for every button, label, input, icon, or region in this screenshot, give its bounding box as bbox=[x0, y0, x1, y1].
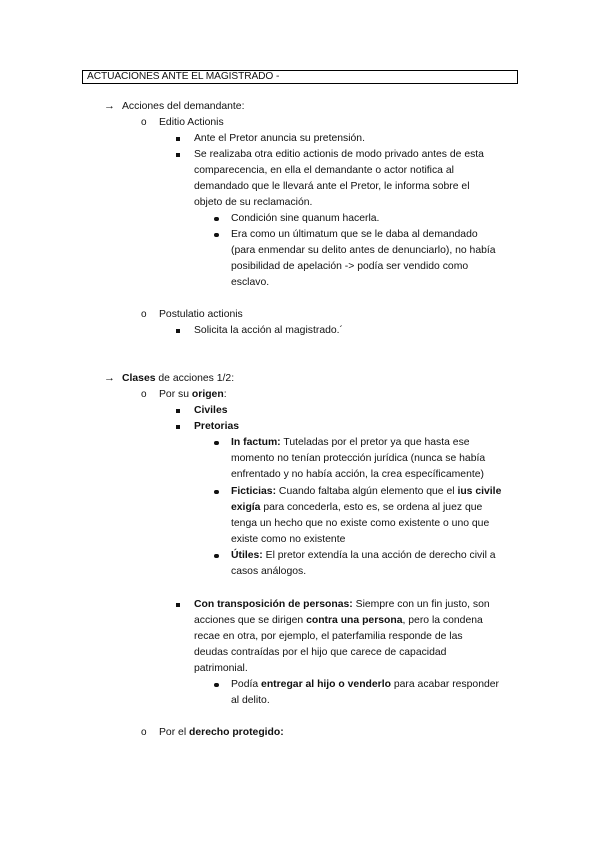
list-item: Solicita la acción al magistrado.´ bbox=[194, 325, 344, 336]
bold-text: In factum: bbox=[231, 437, 281, 448]
dot-bullet-icon bbox=[214, 677, 219, 693]
bold-text: Civiles bbox=[194, 405, 228, 416]
list-item: Se realizaba otra editio actionis de modo privado antes de esta bbox=[194, 149, 484, 160]
list-item-continuation: deudas contraídas por el hijo que carece de capacidad bbox=[194, 647, 447, 658]
heading-bold-text: Clases bbox=[122, 373, 156, 384]
bold-text: ius civile bbox=[457, 486, 502, 497]
subsection-label: Postulatio actionis bbox=[159, 309, 243, 320]
text-run: Por su bbox=[159, 389, 192, 400]
text-run: para concederla, esto es, se ordena al juez que bbox=[260, 502, 483, 513]
arrow-bullet-icon: → bbox=[104, 100, 115, 112]
list-item bbox=[194, 419, 239, 435]
list-item-continuation: casos análogos. bbox=[231, 566, 307, 577]
bold-text: derecho protegido: bbox=[189, 727, 284, 738]
text-run: Siempre con un fin justo, son bbox=[352, 599, 490, 610]
square-bullet-icon bbox=[176, 597, 180, 613]
list-item bbox=[231, 435, 470, 451]
square-bullet-icon bbox=[176, 131, 180, 147]
list-item bbox=[231, 548, 496, 564]
list-item-continuation: recae en otra, por ejemplo, el paterfamilia responde de las bbox=[194, 631, 463, 642]
text-run: , pero la condena bbox=[402, 615, 483, 626]
dot-bullet-icon bbox=[214, 435, 219, 451]
list-item: Ante el Pretor anuncia su pretensión. bbox=[194, 133, 365, 144]
heading-text: de acciones 1/2: bbox=[155, 373, 235, 384]
bold-text: origen bbox=[191, 389, 224, 400]
list-item-continuation: existe como no existente bbox=[231, 534, 346, 545]
list-item bbox=[231, 484, 501, 500]
dot-bullet-icon bbox=[214, 227, 219, 243]
list-item: Era como un últimatum que se le daba al demandado bbox=[231, 229, 478, 240]
subsection-label bbox=[159, 387, 227, 403]
subsection-label bbox=[159, 725, 284, 741]
bold-text: entregar al hijo o venderlo bbox=[261, 679, 391, 690]
dot-bullet-icon bbox=[214, 211, 219, 227]
list-item bbox=[194, 597, 490, 613]
bold-text: Útiles: bbox=[231, 550, 263, 561]
list-item: Condición sine quanum hacerla. bbox=[231, 213, 380, 224]
bold-text: Pretorias bbox=[194, 421, 240, 432]
circle-bullet-icon: o bbox=[141, 117, 147, 128]
list-item bbox=[231, 677, 499, 693]
section-heading: Acciones del demandante: bbox=[122, 101, 245, 112]
list-item-continuation: patrimonial. bbox=[194, 663, 248, 674]
arrow-bullet-icon: → bbox=[104, 372, 115, 384]
square-bullet-icon bbox=[176, 323, 180, 339]
bold-text: exigía bbox=[231, 502, 261, 513]
list-item bbox=[194, 403, 228, 419]
list-item-continuation: esclavo. bbox=[231, 277, 270, 288]
list-item-continuation: momento no tenían protección jurídica (nunca se había bbox=[231, 453, 486, 464]
bold-text: Con transposición de personas: bbox=[194, 599, 353, 610]
list-item-continuation: tenga un hecho que no existe como existente o uno que bbox=[231, 518, 490, 529]
list-item-continuation bbox=[194, 613, 483, 629]
bold-text: contra una persona bbox=[306, 615, 403, 626]
square-bullet-icon bbox=[176, 419, 180, 435]
text-run: Podía bbox=[231, 679, 262, 690]
list-item-continuation: objeto de su reclamación. bbox=[194, 197, 313, 208]
bold-text: Ficticias: bbox=[231, 486, 277, 497]
circle-bullet-icon: o bbox=[141, 389, 147, 400]
text-run: Cuando faltaba algún elemento que el bbox=[276, 486, 458, 497]
circle-bullet-icon: o bbox=[141, 727, 147, 738]
text-run: El pretor extendía la una acción de derecho civil a bbox=[262, 550, 496, 561]
list-item-continuation: enfrentado y no había acción, la crea específicamente) bbox=[231, 469, 484, 480]
list-item-continuation: demandado que le llevará ante el Pretor, le informa sobre el bbox=[194, 181, 470, 192]
square-bullet-icon bbox=[176, 403, 180, 419]
text-run: Tuteladas por el pretor ya que hasta ese bbox=[280, 437, 470, 448]
list-item-continuation: al delito. bbox=[231, 695, 270, 706]
circle-bullet-icon: o bbox=[141, 309, 147, 320]
list-item-continuation: posibilidad de apelación -> podía ser vendido como bbox=[231, 261, 469, 272]
text-run: Por el bbox=[159, 727, 190, 738]
list-item-continuation bbox=[231, 500, 482, 516]
dot-bullet-icon bbox=[214, 548, 219, 564]
text-run: acciones que se dirigen bbox=[194, 615, 307, 626]
subsection-label: Editio Actionis bbox=[159, 117, 224, 128]
list-item-continuation: (para enmendar su delito antes de denunciarlo), no había bbox=[231, 245, 496, 256]
square-bullet-icon bbox=[176, 147, 180, 163]
list-item-continuation: comparecencia, en ella el demandante o actor notifica al bbox=[194, 165, 454, 176]
text-run: : bbox=[223, 389, 227, 400]
page-title: ACTUACIONES ANTE EL MAGISTRADO - bbox=[82, 70, 518, 84]
dot-bullet-icon bbox=[214, 484, 219, 500]
section-heading bbox=[122, 371, 234, 387]
text-run: para acabar responder bbox=[390, 679, 499, 690]
